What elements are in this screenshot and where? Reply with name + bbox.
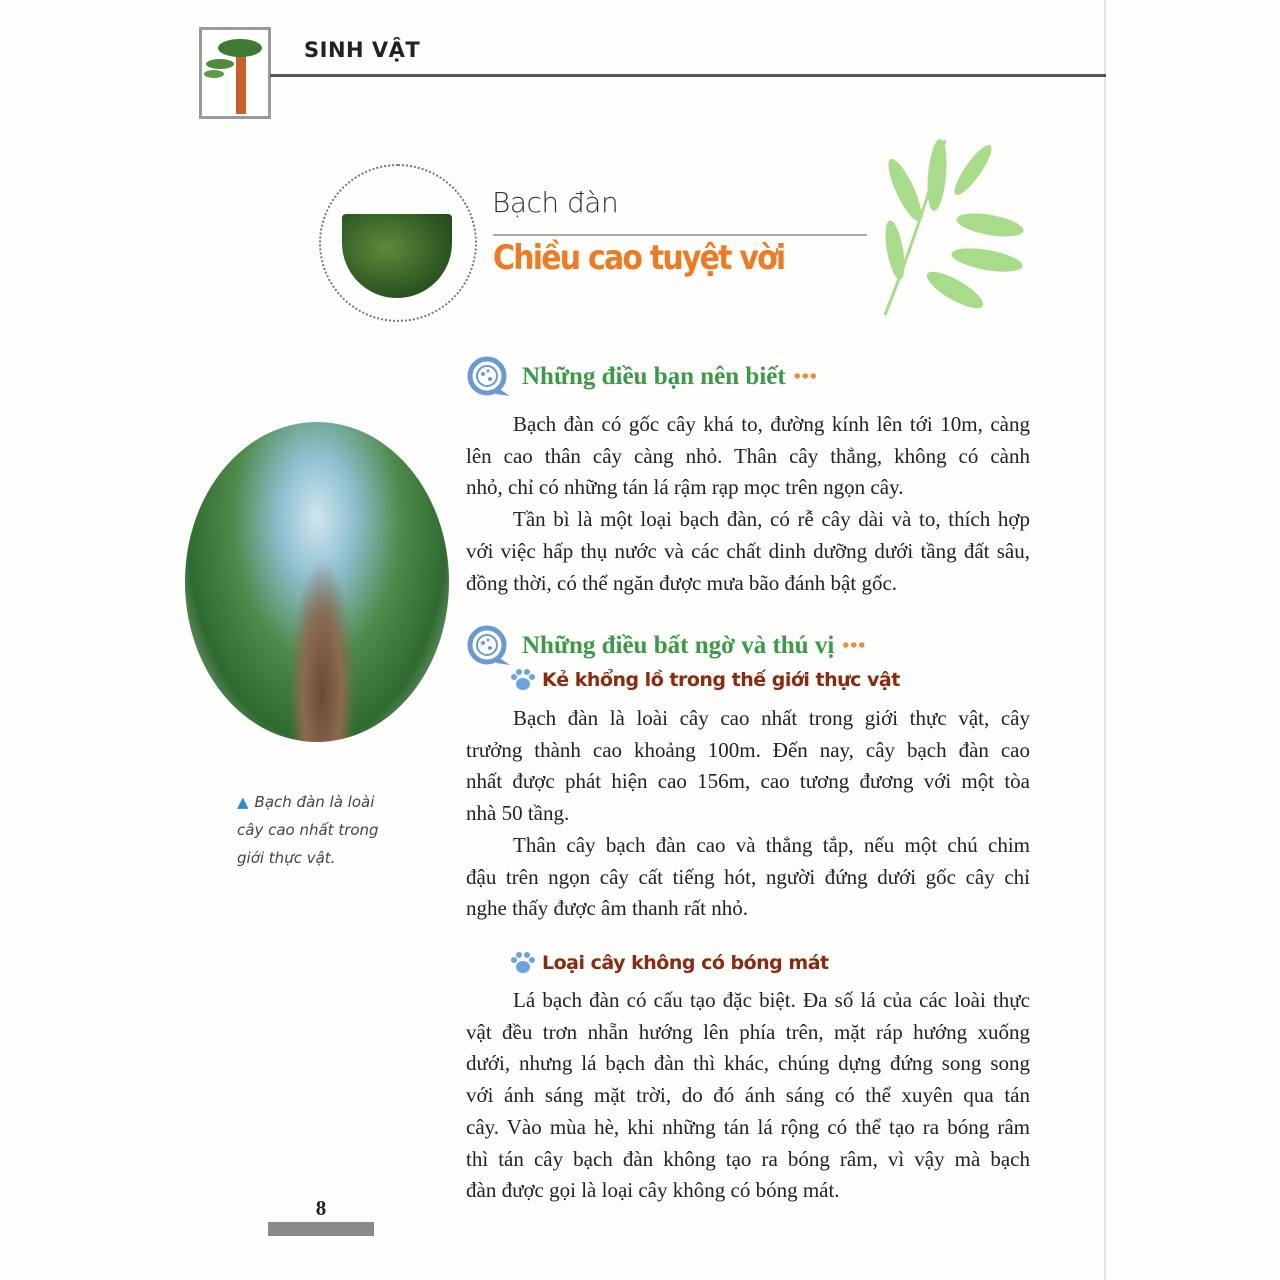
paragraph-line: dưới, nhưng lá bạch đàn thì khác, chúng dựng đứng song song <box>466 1051 1030 1076</box>
paw-icon <box>510 951 536 975</box>
header-rule <box>270 74 1106 77</box>
page-number: 8 <box>315 1196 327 1220</box>
baobab-logo-icon <box>199 27 271 119</box>
paragraph-line: Lá bạch đàn có cấu tạo đặc biệt. Đa số lá của các loài thực <box>513 988 1030 1012</box>
page-edge <box>1104 0 1106 1280</box>
eucalyptus-tree-photo <box>185 422 449 742</box>
paragraph <box>466 830 1030 925</box>
paragraph-line: trưởng thành cao khoảng 100m. Đến nay, cây bạch đàn cao <box>466 737 1030 762</box>
paragraph-line: với ánh sáng mặt trời, do đó ánh sáng có thể xuyên qua tán <box>466 1083 1030 1108</box>
paragraph-line: vật đều trơn nhẵn hướng lên phía trên, mặt ráp hướng xuống <box>466 1019 1030 1044</box>
caption-line: cây cao nhất trong <box>237 821 379 839</box>
paragraph <box>466 703 1030 830</box>
paragraph-line: Tần bì là một loại bạch đàn, có rễ cây dài và to, thích hợp <box>513 507 1030 532</box>
caption-line: Bạch đàn là loài <box>254 793 375 811</box>
paragraph <box>466 409 1030 504</box>
paragraph <box>466 504 1030 599</box>
paragraph-line: đồng thời, có thể ngăn được mưa bão đánh bật gốc. <box>466 570 898 595</box>
subsection-heading: Loại cây không có bóng mát <box>542 952 829 974</box>
paragraph-line: đàn được gọi là loại cây không có bóng mát. <box>466 1178 840 1203</box>
leaf-branch-icon <box>875 130 1035 320</box>
ladybug-bubble-icon <box>466 625 512 667</box>
ellipsis-dots: ••• <box>793 365 818 388</box>
paragraph-line: thì tán cây bạch đàn không tạo ra bóng râm, vì vậy mà bạch <box>466 1146 1030 1171</box>
paragraph-line: với việc hấp thụ nước và các chất dinh dưỡng dưới tầng đất sâu, <box>466 538 1030 563</box>
photo-caption <box>237 788 379 872</box>
paragraph-line: cây. Vào mùa hè, khi những tán lá rộng có thể tạo ra bóng râm <box>466 1114 1030 1139</box>
section-title: SINH VẬT <box>304 38 421 62</box>
article-subtitle: Bạch đàn <box>492 186 619 219</box>
paragraph-line: nhà 50 tầng. <box>466 801 570 826</box>
ladybug-bubble-icon <box>466 356 512 398</box>
paragraph-line: Bạch đàn là loài cây cao nhất trong giới thực vật, cây <box>513 706 1030 730</box>
paragraph-line: nghe thấy được âm thanh rất nhỏ. <box>466 896 748 921</box>
paragraph <box>466 985 1030 1207</box>
paragraph-line: nhất được phát hiện cao 156m, cao tương đương với một tòa <box>466 769 1030 794</box>
paragraph-line: đậu trên ngọn cây cất tiếng hót, người đứng dưới gốc cây chỉ <box>466 864 1030 889</box>
paragraph-line: lên cao thân cây càng nhỏ. Thân cây thẳng, không có cành <box>466 443 1030 468</box>
section-heading: Những điều bất ngờ và thú vị <box>522 632 835 659</box>
article-title: Chiều cao tuyệt vời <box>493 238 785 278</box>
title-rule <box>493 234 867 236</box>
paragraph-line: Thân cây bạch đàn cao và thẳng tắp, nếu một chú chim <box>513 832 1030 857</box>
paragraph-line: Bạch đàn có gốc cây khá to, đường kính lên tới 10m, càng <box>513 412 1030 436</box>
triangle-marker-icon: ▲ <box>237 793 249 811</box>
paw-icon <box>510 668 536 692</box>
section-heading: Những điều bạn nên biết <box>522 363 786 390</box>
subsection-heading: Kẻ khổng lồ trong thế giới thực vật <box>542 669 900 691</box>
ellipsis-dots: ••• <box>842 634 867 657</box>
page-number-bar <box>268 1222 374 1236</box>
paragraph-line: nhỏ, chỉ có những tán lá rậm rạp mọc trên ngọn cây. <box>466 475 904 500</box>
caption-line: giới thực vật. <box>237 849 336 867</box>
